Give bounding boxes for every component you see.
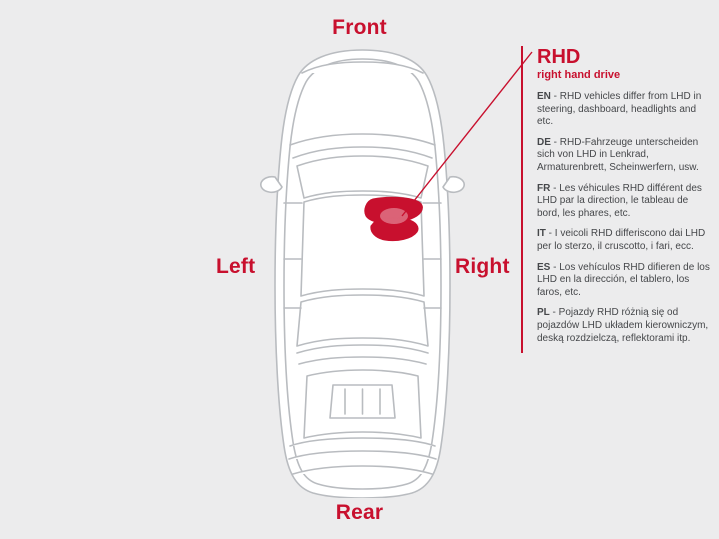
lang-code-en: EN: [537, 91, 551, 102]
lang-code-fr: FR: [537, 182, 551, 194]
orientation-label-rear: Rear: [335, 501, 384, 524]
lang-text-fr: - Les véhicules RHD différent des LHD par la direction, le tableau de bord, les phares, etc.: [537, 182, 702, 219]
callout-entry-fr: [537, 183, 711, 221]
callout-entry-it: [537, 228, 711, 253]
rhd-callout-panel: [521, 46, 711, 353]
callout-title: RHD: [537, 46, 581, 68]
orientation-label-front: Front: [332, 16, 387, 39]
car-top-view-illustration: [245, 46, 480, 498]
callout-entry-en: [537, 91, 711, 129]
callout-subtitle: right hand drive: [537, 69, 621, 81]
lang-text-es: - Los vehículos RHD difieren de los LHD en la dirección, el tablero, los faros, etc.: [537, 261, 710, 298]
lang-code-es: ES: [537, 261, 551, 273]
lang-code-pl: PL: [537, 307, 550, 319]
callout-entry-de: [537, 137, 711, 175]
lang-text-de: - RHD-Fahrzeuge unterscheiden sich von LHD in Lenkrad, Armaturenbrett, Scheinwerfern, usw.: [537, 136, 699, 173]
lang-code-it: IT: [537, 228, 546, 240]
callout-entry-pl: [537, 307, 711, 345]
orientation-label-right: Right: [455, 255, 510, 278]
lang-text-pl: - Pojazdy RHD różnią się od pojazdów LHD układem kierowniczym, deską rozdzielczą, reflektorami itp.: [537, 307, 709, 344]
lang-text-it: - I veicoli RHD differiscono dai LHD per lo sterzo, il cruscotto, i fari, ecc.: [537, 228, 706, 252]
lang-code-de: DE: [537, 136, 551, 148]
orientation-label-left: Left: [216, 255, 256, 278]
callout-entry-es: [537, 262, 711, 300]
lang-text-en: - RHD vehicles differ from LHD in steering, dashboard, headlights and etc.: [537, 91, 702, 128]
